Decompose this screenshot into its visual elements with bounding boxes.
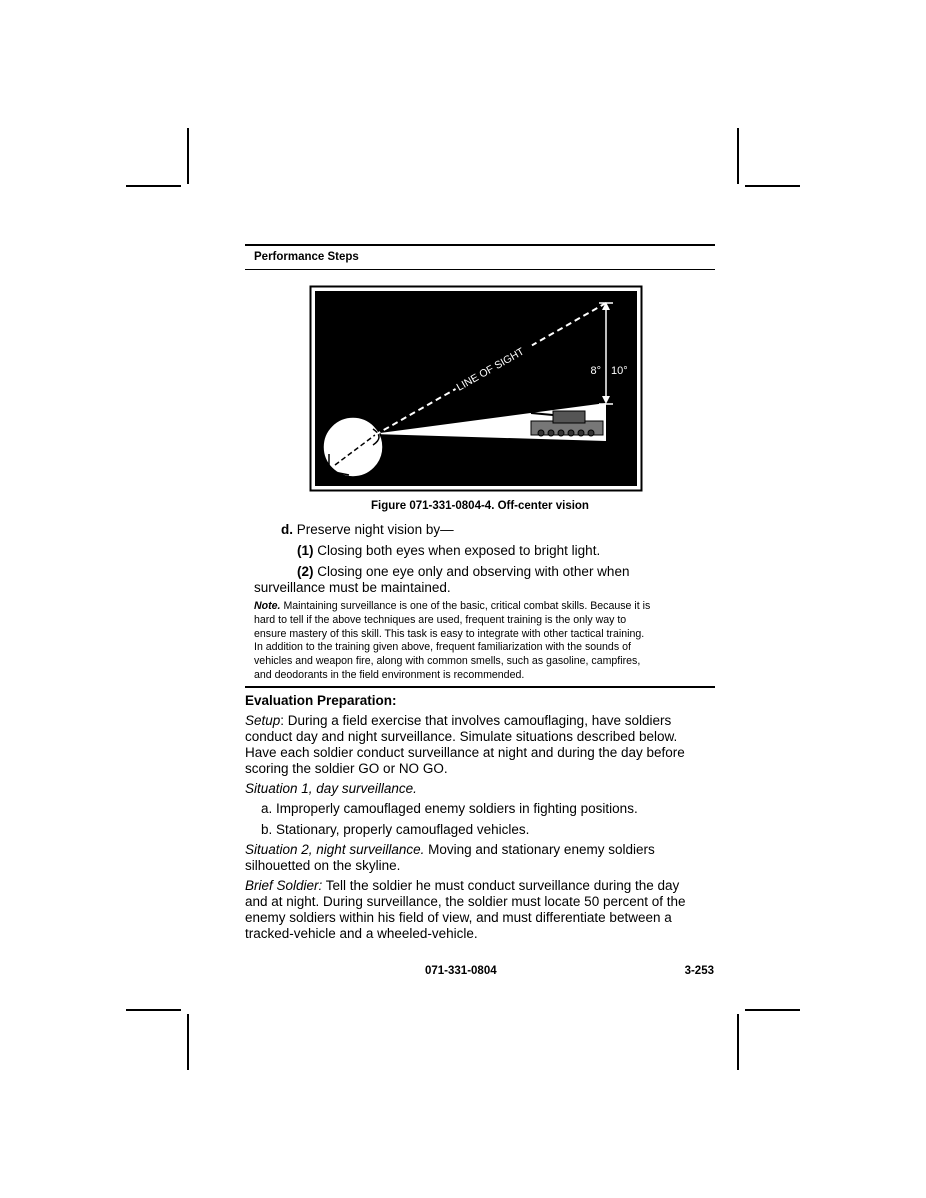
step-d-text: Preserve night vision by— (296, 522, 454, 537)
note-line: ensure mastery of this skill. This task is easy to integrate with other tactical training. (254, 627, 645, 640)
note-line: vehicles and weapon fire, along with common smells, such as gasoline, campfires, (254, 655, 641, 668)
situation1-item-b: b. Stationary, properly camouflaged vehicles. (261, 822, 530, 837)
brief-soldier-paragraph: Brief Soldier: Tell the soldier he must conduct surveillance during the day and at night. During surveillance, the soldier must locate 50 percent of the enemy soldiers within his field of view, and must differentiate between a tracked-vehicle and a wheeled-vehicle. (245, 878, 686, 941)
situation1-label: Situation 1, day surveillance. (245, 781, 417, 796)
crop-mark-top-right-horizontal (745, 185, 800, 187)
step-d2-text-line1: Closing one eye only and observing with other when (317, 564, 630, 579)
note-block (254, 600, 714, 683)
step-d2-marker: (2) (297, 564, 314, 579)
crop-mark-bottom-left-vertical (187, 1014, 189, 1070)
note-line: and deodorants in the field environment is recommended. (254, 668, 525, 681)
eye-icon (323, 417, 383, 477)
evaluation-rule (245, 686, 715, 688)
step-d1-marker: (1) (297, 543, 314, 558)
crop-mark-bottom-right-horizontal (745, 1009, 800, 1011)
step-d-marker: d. (281, 522, 293, 537)
setup-paragraph: Setup: During a field exercise that involves camouflaging, have soldiers conduct day and night surveillance. Simulate situations described below. Have each soldier conduct surveillance at night and during the day before scoring the soldier GO or NO GO. (245, 713, 685, 776)
section-header: Performance Steps (254, 251, 359, 263)
situation1-item-a: a. Improperly camouflaged enemy soldiers in fighting positions. (261, 801, 638, 816)
angle-label-8: 8° (590, 365, 601, 377)
crop-mark-top-left-vertical (187, 128, 189, 184)
header-top-rule (245, 244, 715, 246)
brief-soldier-label: Brief Soldier: (245, 878, 323, 893)
angle-label-10: 10° (611, 365, 628, 377)
situation2-label: Situation 2, night surveillance. (245, 842, 425, 857)
step-d (281, 522, 751, 538)
setup-label: Setup (245, 713, 281, 728)
line-of-sight-label: LINE OF SIGHT (454, 345, 527, 394)
note-line: hard to tell if the above techniques are used, frequent training is the only way to (254, 613, 627, 626)
crop-mark-top-left-horizontal (126, 185, 181, 187)
step-d2 (297, 564, 767, 580)
situation2-paragraph: Situation 2, night surveillance. Moving and stationary enemy soldiers silhouetted on the skyline. (245, 842, 655, 873)
step-d2-continuation: surveillance must be maintained. (254, 580, 451, 595)
note-label: Note. (254, 600, 281, 612)
figure-caption: Figure 071-331-0804-4. Off-center vision (371, 500, 589, 512)
figure-illustration (309, 285, 643, 492)
note-line: Note. Maintaining surveillance is one of the basic, critical combat skills. Because it is (254, 600, 651, 612)
note-line: In addition to the training given above, frequent familiarization with the sounds of (254, 641, 631, 654)
step-d1-text: Closing both eyes when exposed to bright light. (317, 543, 601, 558)
header-bottom-rule (245, 269, 715, 270)
evaluation-heading: Evaluation Preparation: (245, 693, 397, 708)
footer-task-number: 071-331-0804 (425, 965, 497, 977)
crop-mark-top-right-vertical (737, 128, 739, 184)
crop-mark-bottom-right-vertical (737, 1014, 739, 1070)
figure-off-center-vision (309, 285, 643, 492)
step-d1 (297, 543, 767, 559)
crop-mark-bottom-left-horizontal (126, 1009, 181, 1011)
footer-page-number: 3-253 (684, 965, 714, 977)
